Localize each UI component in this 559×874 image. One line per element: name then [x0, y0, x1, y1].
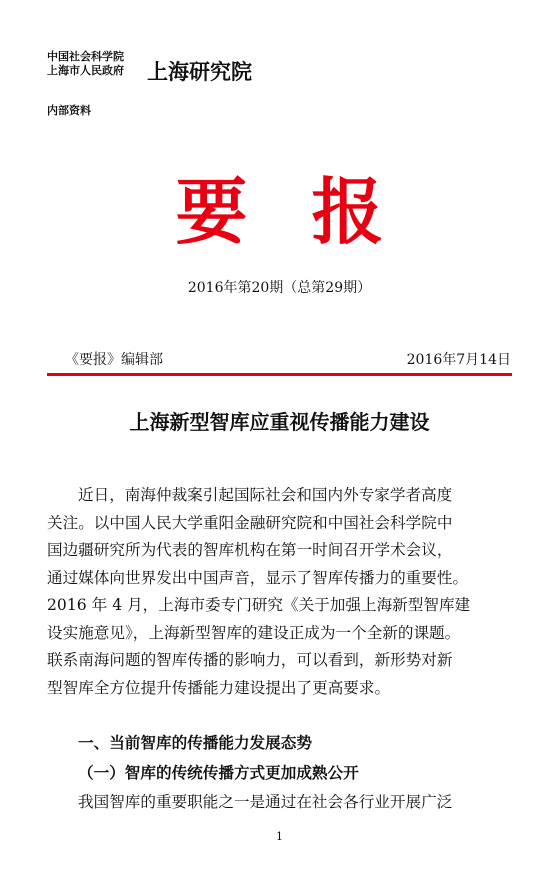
header-organization — [47, 50, 252, 84]
publication-date: 2016年7月14日 — [406, 352, 511, 368]
red-divider-rule — [47, 373, 512, 376]
institute-name: 上海研究院 — [147, 59, 252, 84]
article-paragraph-2: 我国智库的重要职能之一是通过在社会各行业开展广泛 — [78, 793, 453, 811]
paragraph-line: 关注。以中国人民大学重阳金融研究院和中国社会科学院中 — [47, 513, 453, 532]
article-title: 上海新型智库应重视传播能力建设 — [129, 410, 430, 434]
page-number: 1 — [276, 830, 283, 843]
section-heading-1: 一、当前智库的传播能力发展态势 — [78, 733, 312, 752]
editor-name: 《要报》编辑部 — [65, 352, 163, 368]
masthead-title: 要报 — [175, 169, 448, 254]
paragraph-line: 2016 年 4 月，上海市委专门研究《关于加强上海新型智库建 — [47, 596, 471, 614]
paragraph-line: 设实施意见》，上海新型智库的建设正成为一个全新的课题。 — [47, 623, 461, 642]
article-paragraph-1 — [47, 482, 515, 702]
paragraph-line: 型智库全方位提升传播能力建设提出了更高要求。 — [47, 678, 391, 697]
org-name-line1: 中国社会科学院 — [47, 50, 124, 63]
organization-names — [47, 50, 124, 78]
internal-material-label: 内部资料 — [47, 104, 91, 117]
paragraph-line: 联系南海问题的智库传播的影响力，可以看到，新形势对新 — [47, 651, 453, 669]
subsection-heading-1: （一）智库的传统传播方式更加成熟公开 — [78, 763, 359, 782]
paragraph-line: 近日，南海仲裁案引起国际社会和国内外专家学者高度 — [78, 486, 453, 504]
paragraph-line: 通过媒体向世界发出中国声音，显示了智库传播力的重要性。 — [47, 568, 469, 587]
org-name-line2: 上海市人民政府 — [47, 64, 124, 77]
issue-info: 2016年第20期（总第29期） — [187, 280, 372, 296]
paragraph-line: 国边疆研究所为代表的智库机构在第一时间召开学术会议， — [47, 541, 453, 559]
